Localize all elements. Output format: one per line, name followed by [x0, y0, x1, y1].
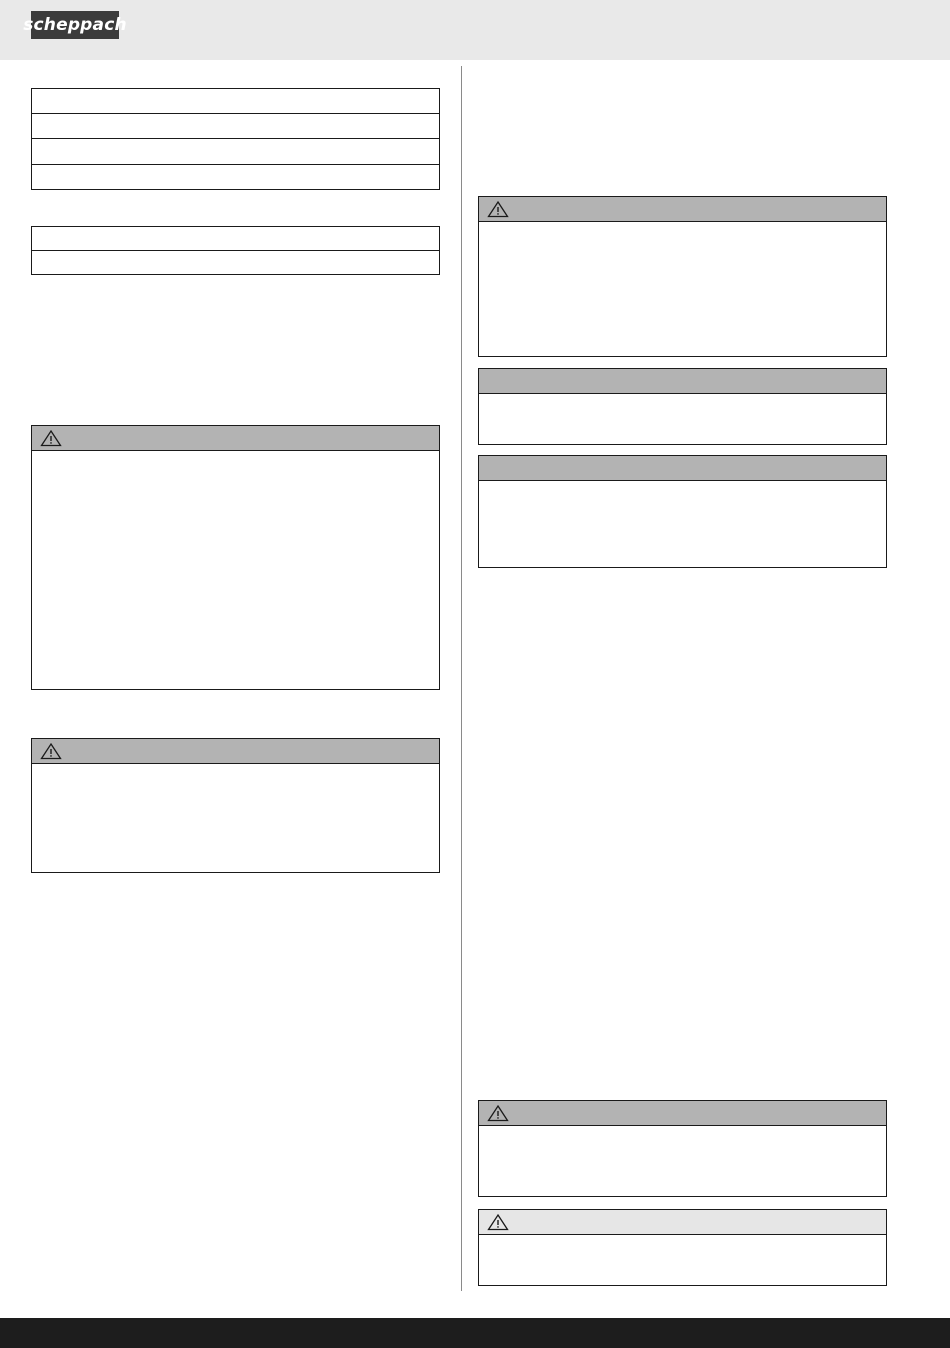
notice-body: [478, 221, 887, 357]
brand-logo: scheppach: [31, 11, 119, 39]
notice-header: [478, 1209, 887, 1234]
notice-body: [31, 763, 440, 873]
notice-header: [478, 368, 887, 393]
notice-body: [478, 393, 887, 445]
warning-notice-right-1: [478, 196, 887, 357]
specification-table-lower: [31, 226, 440, 275]
notice-body: [478, 1234, 887, 1286]
page-header-band: [0, 0, 950, 60]
warning-triangle-icon: [40, 429, 62, 447]
notice-header: [478, 1100, 887, 1125]
table-row: [32, 251, 439, 275]
notice-header: [478, 196, 887, 221]
page-footer-band: [0, 1318, 950, 1348]
warning-notice-right-5: [478, 1209, 887, 1286]
notice-header: [478, 455, 887, 480]
table-row: [32, 227, 439, 251]
warning-notice-left-upper: [31, 425, 440, 690]
table-row: [32, 165, 439, 189]
specification-table-upper: [31, 88, 440, 190]
column-divider: [461, 66, 462, 1291]
warning-triangle-icon: [40, 742, 62, 760]
warning-notice-right-4: [478, 1100, 887, 1197]
table-row: [32, 114, 439, 139]
warning-triangle-icon: [487, 200, 509, 218]
notice-right-3: [478, 455, 887, 568]
notice-header: [31, 738, 440, 763]
table-row: [32, 89, 439, 114]
table-row: [32, 139, 439, 165]
notice-header: [31, 425, 440, 450]
notice-right-2: [478, 368, 887, 445]
warning-triangle-icon: [487, 1213, 509, 1231]
warning-triangle-icon: [487, 1104, 509, 1122]
notice-body: [478, 1125, 887, 1197]
notice-body: [31, 450, 440, 690]
warning-notice-left-lower: [31, 738, 440, 873]
notice-body: [478, 480, 887, 568]
